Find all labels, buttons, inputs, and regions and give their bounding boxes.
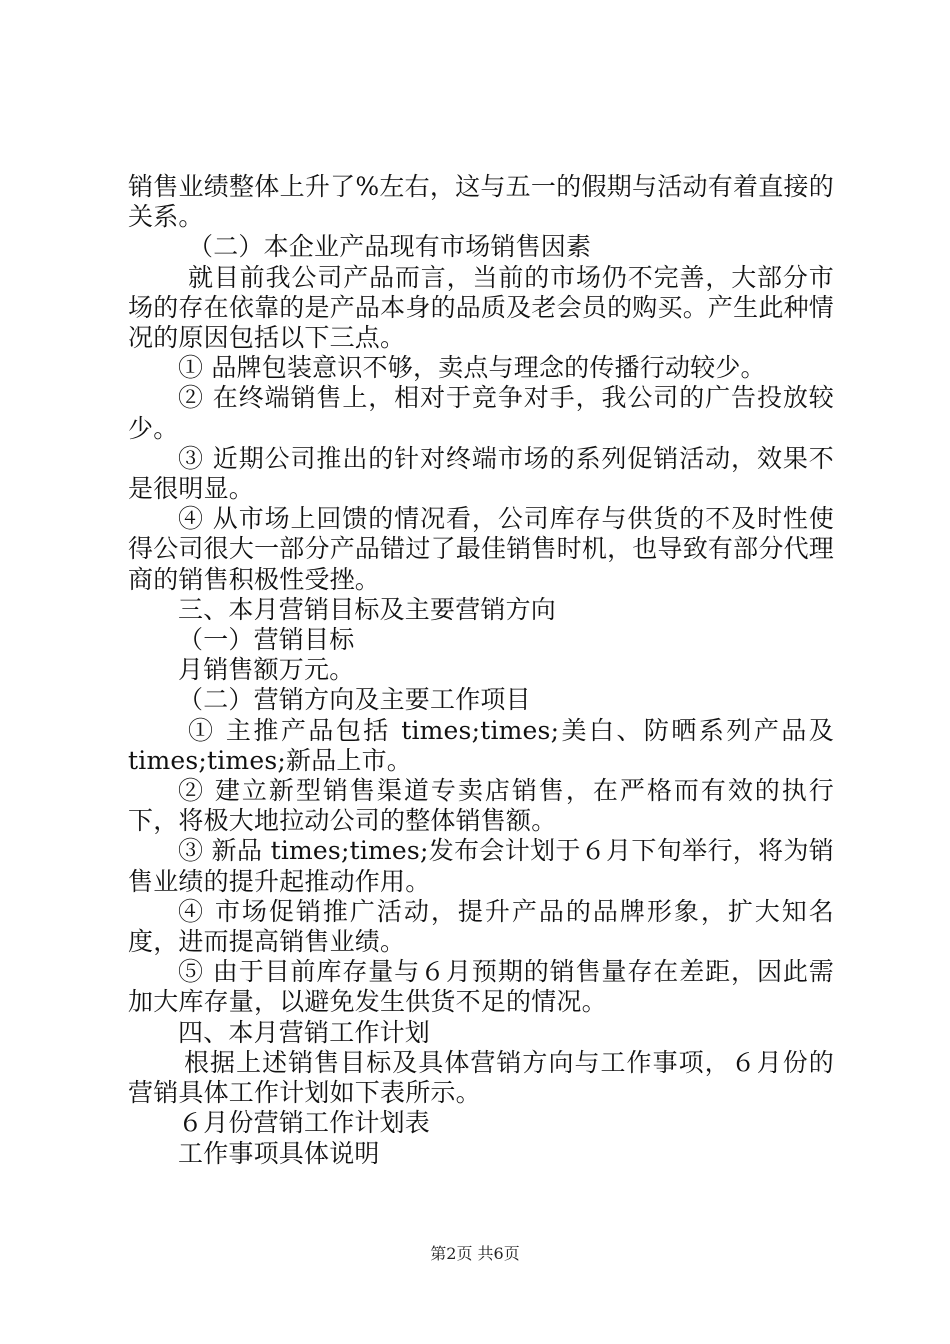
page-footer: 第2页 共6页 <box>430 1244 520 1263</box>
heading-market-factors: （二）本企业产品现有市场销售因素 <box>188 232 592 262</box>
list-item-reason-1: ① 品牌包装意识不够，卖点与理念的传播行动较少。 <box>178 353 766 383</box>
list-item-direction-2: ② 建立新型销售渠道专卖店销售，在严格而有效的执行下，将极大地拉动公司的整体销售额。 <box>128 776 834 836</box>
paragraph-market-status: 就目前我公司产品而言，当前的市场仍不完善，大部分市场的存在依靠的是产品本身的品质及老会员的购买。产生此种情况的原因包括以下三点。 <box>128 262 834 353</box>
paragraph-work-plan-intro: 根据上述销售目标及具体营销方向与工作事项，６月份的营销具体工作计划如下表所示。 <box>128 1047 834 1108</box>
heading-section-three: 三、本月营销目标及主要营销方向 <box>178 594 557 624</box>
list-item-direction-1: ① 主推产品包括 times;times;美白、防晒系列产品及times;times;新品上市。 <box>128 715 834 775</box>
paragraph-sales-performance: 销售业绩整体上升了%左右，这与五一的假期与活动有着直接的关系。 <box>128 172 834 232</box>
table-header-text: 工作事项具体说明 <box>178 1138 380 1168</box>
list-item-direction-3: ③ 新品 times;times;发布会计划于６月下旬举行，将为销售业绩的提升起推动作用。 <box>128 836 834 896</box>
heading-marketing-direction: （二）营销方向及主要工作项目 <box>178 685 531 715</box>
list-item-reason-3: ③ 近期公司推出的针对终端市场的系列促销活动，效果不是很明显。 <box>128 443 834 504</box>
heading-marketing-goal: （一）营销目标 <box>178 625 355 655</box>
table-title: ６月份营销工作计划表 <box>178 1108 431 1138</box>
list-item-reason-2: ② 在终端销售上，相对于竞争对手，我公司的广告投放较少。 <box>128 383 834 443</box>
document-body <box>128 172 834 1169</box>
list-item-reason-4: ④ 从市场上回馈的情况看，公司库存与供货的不及时性使得公司很大一部分产品错过了最佳销售时机，也导致有部分代理商的销售积极性受挫。 <box>128 504 834 594</box>
list-item-direction-4: ④ 市场促销推广活动，提升产品的品牌形象，扩大知名度，进而提高销售业绩。 <box>128 896 834 957</box>
list-item-direction-5: ⑤ 由于目前库存量与６月预期的销售量存在差距，因此需加大库存量，以避免发生供货不足的情况。 <box>128 957 834 1017</box>
paragraph-monthly-sales: 月销售额万元。 <box>178 655 355 685</box>
heading-section-four: 四、本月营销工作计划 <box>178 1017 431 1047</box>
